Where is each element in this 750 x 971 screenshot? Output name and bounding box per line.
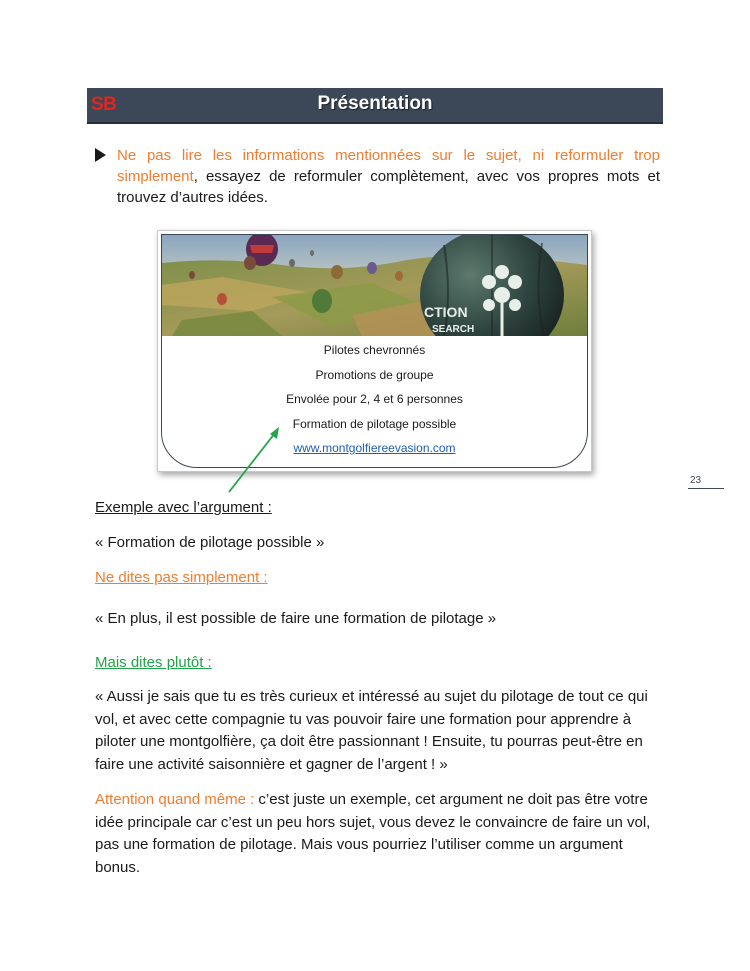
pointer-arrow-icon — [225, 424, 285, 496]
page-number: 23 — [688, 475, 724, 489]
section-tag: SB — [91, 94, 117, 115]
section-header — [87, 88, 663, 124]
do-quote: « Aussi je sais que tu es très curieux et intéressé au sujet du pilotage de tout ce qui vol, et avec cette compagnie tu vas pouvoir faire une formation pour apprendre à piloter une montgolfière, ça doit être passionnant ! Ensuite, tu pourras peut-être en faire une activité saisonnière et gagner de l’argent ! » — [95, 688, 648, 773]
ad-feature-2: Promotions de groupe — [315, 367, 434, 382]
example-quote: « Formation de pilotage possible » — [95, 534, 325, 551]
instruction-text — [117, 145, 660, 208]
svg-text:SEARCH: SEARCH — [432, 324, 475, 335]
ad-website-link[interactable]: www.montgolfiereevasion.com — [293, 441, 456, 455]
ad-feature-1: Pilotes chevronnés — [323, 343, 426, 357]
advertisement-card — [157, 230, 592, 472]
svg-text:CTION: CTION — [424, 304, 468, 320]
page-title: Présentation — [317, 93, 433, 114]
dont-heading: Ne dites pas simplement : — [95, 569, 268, 586]
example-heading: Exemple avec l’argument : — [95, 499, 272, 516]
ad-feature-4: Formation de pilotage possible — [292, 416, 457, 431]
bullet-arrow-icon — [95, 148, 106, 162]
ad-feature-3: Envolée pour 2, 4 et 6 personnes — [286, 392, 463, 406]
dont-quote: « En plus, il est possible de faire une formation de pilotage » — [95, 610, 497, 627]
instruction-rest: , essayez de reformuler complètement, avec vos propres mots et trouvez d’autres idées. — [117, 168, 660, 206]
instruction-bullet — [95, 145, 660, 208]
attention-text: c’est juste un exemple, cet argument ne doit pas être votre idée principale car c’est un peu hors sujet, vous devez le convaincre de faire un vol, pas une formation de pilotage. Mais vous pourriez l’utiliser comme un argument bonus. — [95, 791, 651, 876]
instruction-highlight: Ne pas lire les informations mentionnées sur le sujet, ni reformuler trop simplement — [117, 147, 660, 185]
attention-paragraph — [95, 789, 655, 879]
balloons-photo — [162, 235, 587, 336]
do-heading: Mais dites plutôt : — [95, 654, 212, 671]
attention-label: Attention quand même : — [95, 791, 255, 808]
